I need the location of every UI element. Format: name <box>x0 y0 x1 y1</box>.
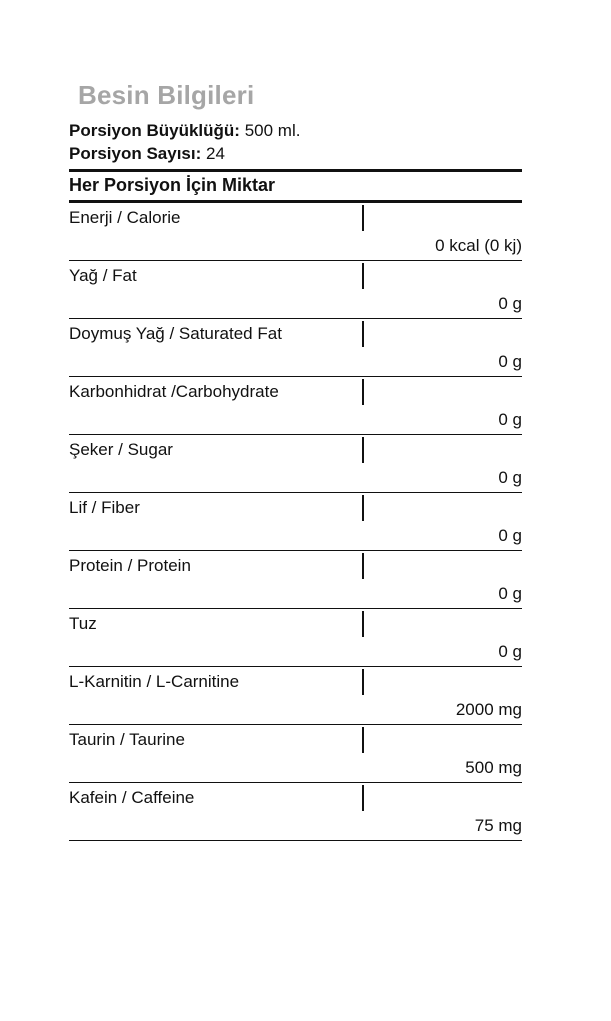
row-label: L-Karnitin / L-Carnitine <box>69 672 240 691</box>
row-value: 0 g <box>498 642 522 661</box>
table-row <box>69 493 522 551</box>
row-value: 0 g <box>498 468 522 487</box>
nutrition-table <box>69 203 522 841</box>
table-row <box>69 203 522 261</box>
row-value: 500 mg <box>465 758 522 777</box>
row-label: Taurin / Taurine <box>69 730 185 749</box>
serving-size-value: 500 ml. <box>244 121 301 140</box>
page-title: Besin Bilgileri <box>78 80 255 110</box>
row-divider <box>362 727 364 753</box>
serving-size-line <box>69 121 300 141</box>
row-value: 0 g <box>498 294 522 313</box>
row-value: 0 g <box>498 352 522 371</box>
row-divider <box>362 379 364 405</box>
serving-count-line <box>69 144 225 164</box>
row-divider <box>362 611 364 637</box>
row-value: 0 kcal (0 kj) <box>435 236 522 255</box>
row-divider <box>362 785 364 811</box>
row-divider <box>362 495 364 521</box>
row-value: 0 g <box>498 526 522 545</box>
row-label: Lif / Fiber <box>69 498 140 517</box>
row-divider <box>362 437 364 463</box>
row-value: 2000 mg <box>455 700 522 719</box>
row-label: Yağ / Fat <box>69 266 137 285</box>
serving-count-label: Porsiyon Sayısı: <box>69 144 202 163</box>
serving-size-label: Porsiyon Büyüklüğü: <box>69 121 240 140</box>
row-label: Kafein / Caffeine <box>69 788 195 807</box>
row-label: Enerji / Calorie <box>69 208 181 227</box>
row-label: Protein / Protein <box>69 556 191 575</box>
row-divider <box>362 205 364 231</box>
row-value: 75 mg <box>474 816 522 835</box>
row-divider <box>362 553 364 579</box>
table-header: Her Porsiyon İçin Miktar <box>69 175 276 195</box>
row-value: 0 g <box>498 410 522 429</box>
table-row <box>69 725 522 783</box>
table-row <box>69 667 522 725</box>
table-row <box>69 377 522 435</box>
table-row <box>69 435 522 493</box>
row-value: 0 g <box>498 584 522 603</box>
row-label: Karbonhidrat /Carbohydrate <box>69 382 279 401</box>
table-row <box>69 319 522 377</box>
table-row <box>69 551 522 609</box>
row-label: Doymuş Yağ / Saturated Fat <box>69 324 282 343</box>
row-divider <box>362 321 364 347</box>
row-divider <box>362 669 364 695</box>
table-top-rule <box>69 169 522 172</box>
row-label: Şeker / Sugar <box>69 440 173 459</box>
table-row <box>69 609 522 667</box>
table-row <box>69 261 522 319</box>
serving-count-value: 24 <box>206 144 225 163</box>
row-divider <box>362 263 364 289</box>
table-row <box>69 783 522 841</box>
row-label: Tuz <box>69 614 97 633</box>
